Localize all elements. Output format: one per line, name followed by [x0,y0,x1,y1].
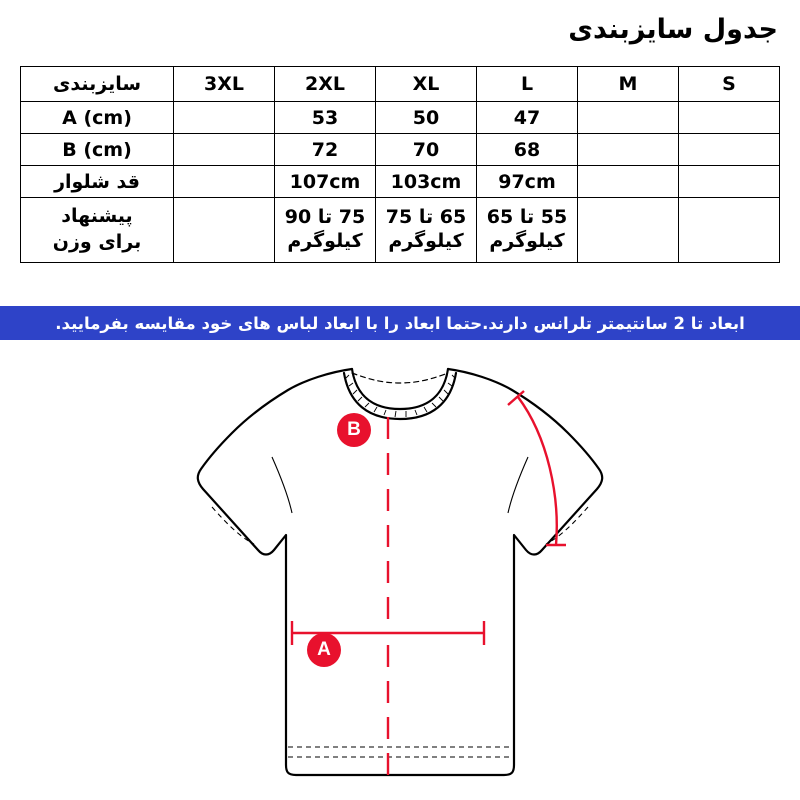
cell-weight-s [679,198,780,263]
table-header-row [21,67,780,102]
badge-a: A [307,633,341,667]
column-header-l: L [477,67,578,102]
cell-pants-s [679,166,780,198]
cell-b-m [578,134,679,166]
tolerance-note: ابعاد تا 2 سانتیمتر تلرانس دارند.حتما ابعاد را با ابعاد لباس های خود مقایسه بفرمایید. [0,306,800,340]
column-header-s: S [679,67,780,102]
cell-pants-l: 97cm [477,166,578,198]
table-row [21,166,780,198]
cell-a-s [679,102,780,134]
cell-a-2xl: 53 [275,102,376,134]
cell-weight-xl: 65 تا 75 کیلوگرم [376,198,477,263]
cell-pants-3xl [174,166,275,198]
tshirt-diagram [0,345,800,800]
column-header-label: سایزبندی [21,67,174,102]
cell-b-xl: 70 [376,134,477,166]
row-label-weight-line2: برای وزن [52,231,142,253]
row-label-weight-line1: پیشنهاد [61,205,133,228]
cell-b-l: 68 [477,134,578,166]
tshirt-svg [0,345,800,800]
cell-b-s [679,134,780,166]
size-table [20,66,780,263]
column-header-xl: XL [376,67,477,102]
table-row [21,198,780,263]
cell-weight-m [578,198,679,263]
table-row [21,102,780,134]
row-label-weight [21,198,174,263]
cell-a-l: 47 [477,102,578,134]
row-label-a: A (cm) [21,102,174,134]
cell-b-3xl [174,134,275,166]
cell-a-xl: 50 [376,102,477,134]
cell-pants-xl: 103cm [376,166,477,198]
cell-a-m [578,102,679,134]
column-header-m: M [578,67,679,102]
cell-weight-2xl: 75 تا 90 کیلوگرم [275,198,376,263]
row-label-pants-length: قد شلوار [21,166,174,198]
page-title: جدول سایزبندی [568,14,778,45]
cell-b-2xl: 72 [275,134,376,166]
cell-pants-m [578,166,679,198]
cell-pants-2xl: 107cm [275,166,376,198]
column-header-2xl: 2XL [275,67,376,102]
cell-weight-3xl [174,198,275,263]
table-row [21,134,780,166]
cell-weight-l: 55 تا 65 کیلوگرم [477,198,578,263]
row-label-b: B (cm) [21,134,174,166]
column-header-3xl: 3XL [174,67,275,102]
cell-a-3xl [174,102,275,134]
badge-b: B [337,413,371,447]
